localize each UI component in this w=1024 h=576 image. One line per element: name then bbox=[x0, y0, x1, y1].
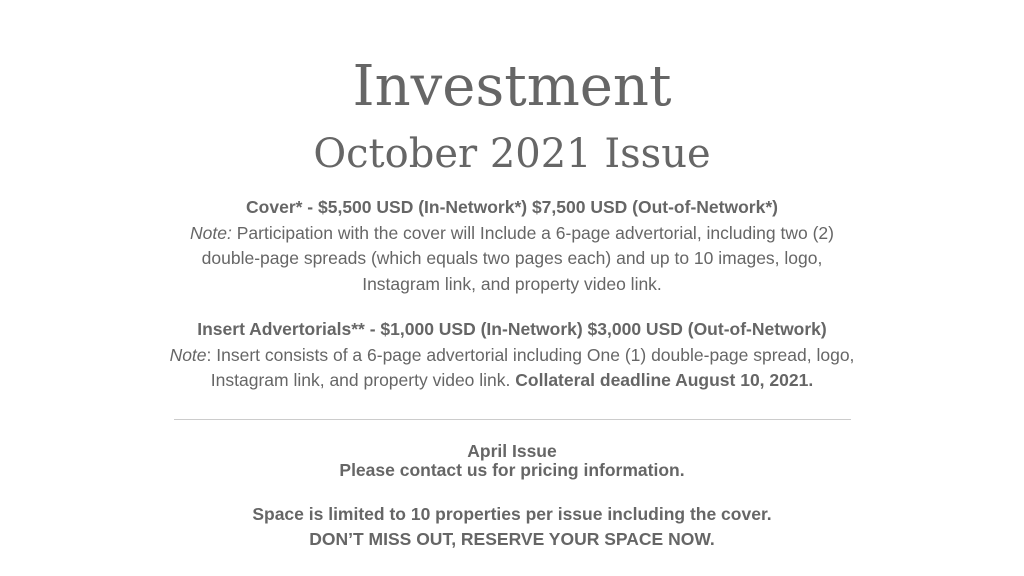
closing-section bbox=[112, 502, 912, 552]
cover-note-label: Note: bbox=[190, 222, 232, 243]
april-issue-message: Please contact us for pricing information. bbox=[339, 460, 685, 480]
cover-pricing-heading: Cover* - $5,500 USD (In-Network*) $7,500 USD (Out-of-Network*) bbox=[246, 197, 778, 217]
insert-pricing-heading: Insert Advertorials** - $1,000 USD (In-Network) $3,000 USD (Out-of-Network) bbox=[197, 319, 827, 339]
section-divider bbox=[174, 419, 851, 420]
reserve-cta-text: DON’T MISS OUT, RESERVE YOUR SPACE NOW. bbox=[309, 529, 715, 549]
april-issue-section bbox=[162, 442, 862, 480]
insert-note-text: : Insert consists of a 6-page advertorial including One (1) double-page spread, logo, Instagram link, and property video link. bbox=[206, 344, 855, 390]
cover-note-text: Participation with the cover will Include a 6-page advertorial, including two (2) double-page spreads (which equals two pages each) and up to 10 images, logo, Instagram link, and property video link. bbox=[201, 222, 834, 294]
page-title: Investment bbox=[352, 54, 672, 119]
insert-pricing-section bbox=[162, 317, 862, 394]
issue-subtitle: October 2021 Issue bbox=[313, 131, 711, 177]
insert-note-label: Note bbox=[169, 344, 207, 365]
space-limit-text: Space is limited to 10 properties per issue including the cover. bbox=[252, 504, 772, 524]
insert-note bbox=[170, 345, 855, 391]
cover-note bbox=[190, 223, 834, 294]
cover-pricing-section bbox=[162, 195, 862, 297]
april-issue-title: April Issue bbox=[467, 441, 557, 461]
collateral-deadline: Collateral deadline August 10, 2021. bbox=[515, 370, 814, 390]
